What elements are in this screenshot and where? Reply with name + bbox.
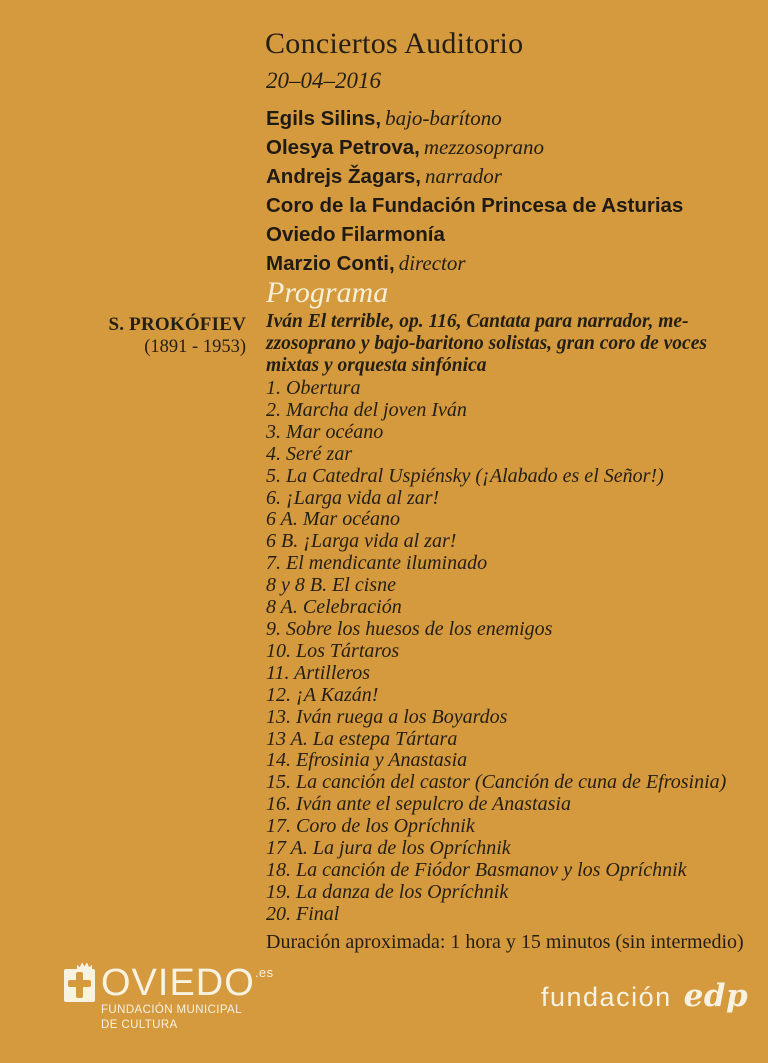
performer-role: narrador [424,164,502,188]
performer-name: Olesya Petrova, [266,136,420,159]
movement-item: 16. Iván ante el sepulcro de Anastasia [266,793,571,816]
movement-item: 20. Final [266,902,340,925]
movement-item: 6. ¡Larga vida al zar! [266,486,440,509]
movement-item: 14. Efrosinia y Anastasia [266,749,468,772]
performer-row [266,105,683,134]
movement-item: 11. Artilleros [266,661,371,684]
movement-item: 13. Iván ruega a los Boyardos [266,705,508,728]
movement-item: 18. La canción de Fiódor Basmanov y los Opríchnik [266,858,687,881]
performer-row [266,250,683,279]
duration-note: Duración aproximada: 1 hora y 15 minutos (sin intermedio) [266,931,744,953]
concert-date: 20–04–2016 [266,68,381,93]
performer-role: mezzosoprano [423,135,545,159]
edp-mark: edp [683,978,749,1014]
work-title-line: zzosoprano y bajo-baritono solistas, gran coro de voces [266,333,707,354]
movement-item: 6 B. ¡Larga vida al zar! [266,530,457,553]
crown-icon [77,962,92,970]
performer-name: Marzio Conti, [266,252,395,275]
edp-fundacion-label: fundación [541,982,672,1012]
performer-row [266,134,683,163]
performer-role: bajo-barítono [385,106,502,130]
oviedo-wordmark: OVIEDO [101,962,255,1004]
movement-item: 8 y 8 B. El cisne [266,574,396,597]
movement-item: 4. Seré zar [266,442,353,465]
program-heading: Programa [266,276,389,309]
composer-name: S. PROKÓFIEV [108,314,246,335]
movement-item: 17. Coro de los Opríchnik [266,815,475,838]
performer-name: Andrejs Žagars, [266,165,421,188]
movement-item: 13 A. La estepa Tártara [266,727,458,750]
movement-item: 5. La Catedral Uspiénsky (¡Alabado es el Señor!) [266,464,664,487]
movement-item: 3. Mar océano [266,420,384,443]
performer-name: Coro de la Fundación Princesa de Asturias [266,194,684,217]
composer-dates: (1891 - 1953) [144,337,246,357]
movement-item: 2. Marcha del joven Iván [266,398,467,421]
performer-row [266,192,683,221]
performer-name: Oviedo Filarmonía [266,223,445,246]
page-title: Conciertos Auditorio [265,27,524,60]
oviedo-logo [64,963,274,1033]
work-title-line: mixtas y orquesta sinfónica [266,355,487,376]
movement-item: 7. El mendicante iluminado [266,552,488,575]
movement-item: 15. La canción del castor (Canción de cuna de Efrosinia) [266,771,727,794]
victory-cross-icon [64,969,95,1002]
movements-list [266,378,726,926]
oviedo-sub-line2: DE CULTURA [101,1019,178,1031]
oviedo-sub-line1: FUNDACIÓN MUNICIPAL [101,1004,242,1016]
edp-logo [541,978,748,1014]
performer-role: director [398,251,466,275]
movement-item: 9. Sobre los huesos de los enemigos [266,617,553,640]
work-title-line: Iván El terrible, op. 116, Cantata para narrador, me- [266,311,689,332]
composer-block [30,313,246,359]
performer-row [266,221,683,250]
oviedo-tld: .es [254,965,274,980]
movement-item: 10. Los Tártaros [266,639,400,662]
movement-item: 12. ¡A Kazán! [266,683,379,706]
performers-list [266,105,683,279]
work-title [266,311,707,377]
movement-item: 6 A. Mar océano [266,508,401,531]
movement-item: 8 A. Celebración [266,596,402,619]
movement-item: 1. Obertura [266,377,361,399]
movement-item: 19. La danza de los Opríchnik [266,880,509,903]
performer-name: Egils Silins, [266,107,382,130]
performer-row [266,163,683,192]
movement-item: 17 A. La jura de los Opríchnik [266,837,511,860]
